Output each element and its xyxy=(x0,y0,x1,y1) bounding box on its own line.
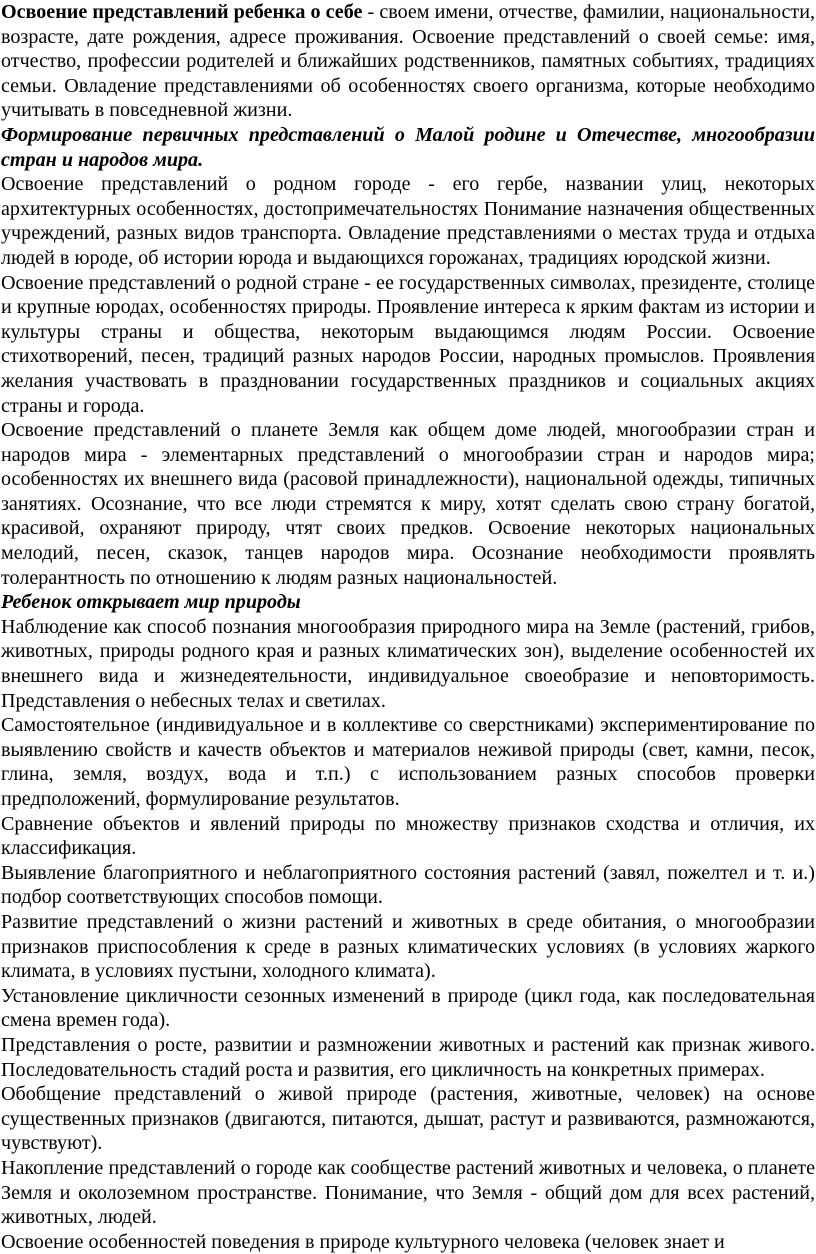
paragraph-self-awareness xyxy=(1,0,815,123)
paragraph-text: - своем имени, отчестве, фамилии, национальности, возрасте, дате рождения, адресе проживания. Освоение представлений о своей семье: имя, отчество, профессии родителей и ближайших родственников, памятных событиях, традициях семьи. Овладение представлениями об особенностях своего организма, которые необходимо учитывать в повседневной жизни. xyxy=(1,1,815,122)
paragraph-home-city: Освоение представлений о родном городе - его гербе, названии улиц, некоторых архитектурных особенностях, достопримечательностях Понимание назначения общественных учреждений, разных видов транспорта. Овладение представлениями о местах труда и отдыха людей в юроде, об истории юрода и выдающихся горожанах, традициях юродской жизни. xyxy=(1,173,815,269)
paragraph-growth: Представления о росте, развитии и размножении животных и растений как признак живого. Последовательность стадий роста и развития, его цикличность на конкретных примерах. xyxy=(1,1033,815,1081)
paragraph-seasons: Установление цикличности сезонных изменений в природе (цикл года, как последовательная смена времен года). xyxy=(1,984,815,1032)
paragraph-home-country: Освоение представлений о родной стране - ее государственных символах, президенте, столице и крупные юродах, особенностях природы. Проявление интереса к ярким фактам из истории и культуры страны и общества, некоторым выдающимся людям России. Освоение стихотворений, песен, традиций разных народов России, народных промыслов. Проявления желания участвовать в праздновании государственных праздников и социальных акциях страны и города. xyxy=(1,271,815,417)
paragraph-habitat: Развитие представлений о жизни растений и животных в среде обитания, о многообразии признаков приспособления к среде в разных климатических условиях (в условиях жаркого климата, в условиях пустыни, холодного климата). xyxy=(1,910,815,983)
paragraph-city-community: Накопление представлений о городе как сообществе растений животных и человека, о планете Земля и околоземном пространстве. Понимание, что Земля - общий дом для всех растений, животных, людей. xyxy=(1,1156,815,1229)
paragraph-lead: Освоение представлений ребенка о себе xyxy=(1,1,363,23)
paragraph-living-nature: Обобщение представлений о живой природе (растения, животные, человек) на основе существенных признаков (двигаются, питаются, дышат, растут и развиваются, размножаются, чувствуют). xyxy=(1,1083,815,1155)
section-heading-motherland: Формирование первичных представлений о Малой родине и Отечестве, многообразии стран и народов мира. xyxy=(1,123,815,171)
section-heading-nature: Ребенок открывает мир природы xyxy=(1,591,301,614)
paragraph-behavior: Освоение особенностей поведения в природе культурного человека (человек знает и xyxy=(1,1230,725,1253)
paragraph-experimentation: Самостоятельное (индивидуальное и в коллективе со сверстниками) экспериментирование по выявлению свойств и качеств объектов и материалов неживой природы (свет, камни, песок, глина, земля, воздух, вода и т.п.) с использованием разных способов проверки предположений, формулирование результатов. xyxy=(1,714,815,810)
paragraph-comparison: Сравнение объектов и явлений природы по множеству признаков сходства и отличия, их классификация. xyxy=(1,812,815,860)
paragraph-planet-earth: Освоение представлений о планете Земля как общем доме людей, многообразии стран и народов мира - элементарных представлений о многообразии стран и народов мира; особенностях их внешнего вида (расовой принадлежности), национальной одежды, типичных занятиях. Осознание, что все люди стремятся к миру, хотят сделать свою страну богатой, красивой, охраняют природу, чтят своих предков. Освоение некоторых национальных мелодий, песен, сказок, танцев народов мира. Осознание необходимости проявлять толерантность по отношению к людям разных национальностей. xyxy=(1,419,815,589)
paragraph-plant-condition: Выявление благоприятного и неблагоприятного состояния растений (завял, пожелтел и т. и.) подбор соответствующих способов помощи. xyxy=(1,861,815,909)
paragraph-observation: Наблюдение как способ познания многообразия природного мира на Земле (растений, грибов, животных, природы родного края и разных климатических зон), выделение особенностей их внешнего вида и жизнедеятельности, индивидуальное своеобразие и неповторимость. Представления о небесных телах и светилах. xyxy=(1,615,815,712)
